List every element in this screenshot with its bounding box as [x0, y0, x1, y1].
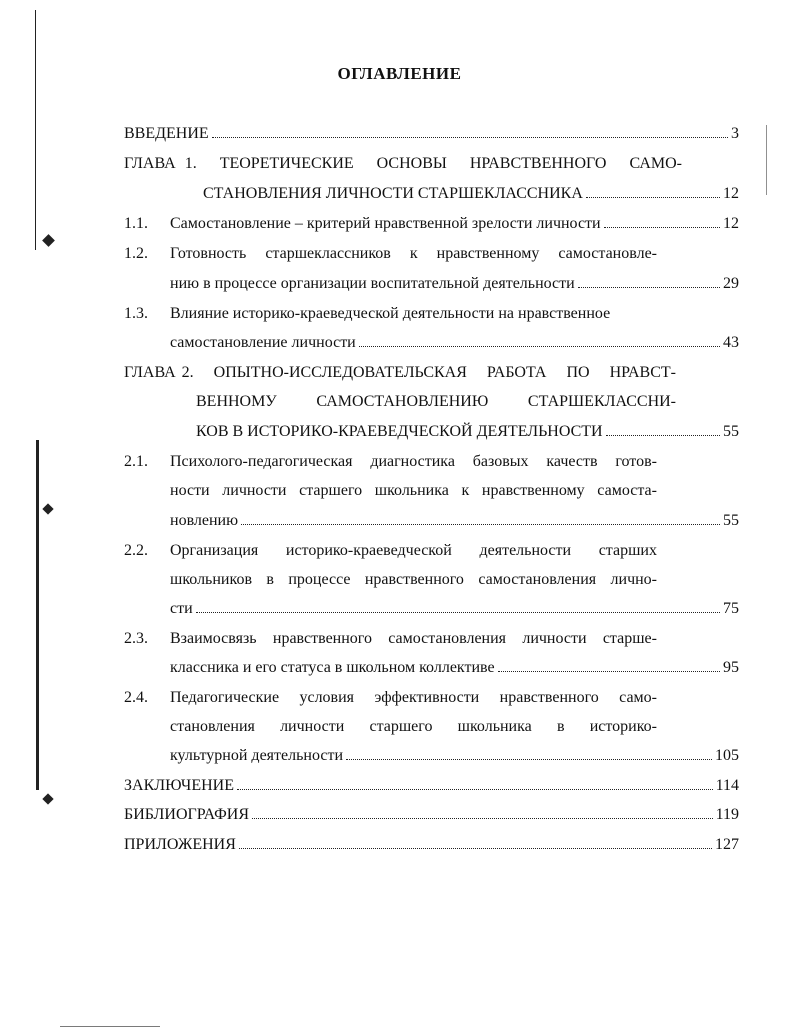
- toc-section-number: 2.1.: [124, 453, 148, 470]
- toc-label: БИБЛИОГРАФИЯ: [124, 806, 250, 823]
- toc-chapter-2-title: ГЛАВА 2. ОПЫТНО-ИССЛЕДОВАТЕЛЬСКАЯ РАБОТА ПО НРАВСТ-: [124, 364, 676, 381]
- toc-label: классника и его статуса в школьном коллективе: [170, 659, 495, 676]
- toc-label: самостановление личности: [170, 334, 356, 351]
- toc-label: Самостановление – критерий нравственной зрелости личности: [170, 215, 601, 232]
- toc-entry-2-1-line1: Психолого-педагогическая диагностика базовых качеств готов-: [170, 453, 657, 470]
- dot-leader: [578, 286, 720, 288]
- dot-leader: [239, 847, 712, 849]
- toc-entry-chapter-1: [203, 183, 739, 205]
- dot-leader: [359, 345, 720, 347]
- dot-leader: [212, 136, 728, 138]
- toc-entry-2-2-line1: Организация историко-краеведческой деятельности старших: [170, 542, 657, 559]
- toc-label: СТАНОВЛЕНИЯ ЛИЧНОСТИ СТАРШЕКЛАССНИКА: [203, 185, 583, 202]
- toc-entry-2-1-line2: ности личности старшего школьника к нравственному самоста-: [170, 482, 657, 499]
- toc-entry-1-3: [170, 332, 739, 354]
- toc-entry-2-3-line1: Взаимосвязь нравственного самостановления личности старше-: [170, 630, 657, 647]
- scan-bottom-line: [60, 1026, 160, 1027]
- toc-page-number: 119: [715, 806, 739, 823]
- toc-label: новлению: [170, 512, 239, 529]
- toc-page-number: 114: [715, 777, 739, 794]
- scan-mark: [42, 793, 53, 804]
- toc-entry-appendix: [124, 834, 739, 856]
- toc-entry-2-4-line1: Педагогические условия эффективности нравственного само-: [170, 689, 657, 706]
- toc-entry-2-3: [170, 657, 739, 679]
- toc-label: сти: [170, 600, 193, 617]
- toc-entry-1-1: [170, 213, 739, 235]
- toc-section-number: 2.2.: [124, 542, 148, 559]
- toc-label: ВВЕДЕНИЕ: [124, 125, 209, 142]
- scan-margin-line: [35, 10, 36, 250]
- dot-leader: [606, 434, 720, 436]
- scan-mark: [42, 503, 53, 514]
- toc-chapter-1-title: ГЛАВА 1. ТЕОРЕТИЧЕСКИЕ ОСНОВЫ НРАВСТВЕННОГО САМО-: [124, 155, 682, 172]
- dot-leader: [241, 523, 720, 525]
- toc-page-number: 55: [723, 423, 739, 440]
- toc-entry-bibliography: [124, 804, 739, 826]
- dot-leader: [604, 226, 720, 228]
- toc-section-number: 1.3.: [124, 305, 148, 322]
- toc-entry-2-1: [170, 510, 739, 532]
- toc-label: культурной деятельности: [170, 747, 344, 764]
- toc-page-number: 105: [715, 747, 739, 764]
- toc-section-number: 1.2.: [124, 245, 148, 262]
- toc-entry-2-2-line2: школьников в процессе нравственного самостановления лично-: [170, 571, 657, 588]
- dot-leader: [346, 758, 712, 760]
- toc-label: нию в процессе организации воспитательной деятельности: [170, 275, 575, 292]
- scan-margin-line: [766, 125, 767, 195]
- scan-margin-line: [36, 440, 39, 790]
- toc-entry-1-3-line1: Влияние историко-краеведческой деятельности на нравственное: [170, 305, 611, 322]
- toc-entry-1-2-line1: Готовность старшеклассников к нравственному самостановле-: [170, 245, 657, 262]
- dot-leader: [498, 670, 720, 672]
- toc-page-number: 95: [723, 659, 739, 676]
- toc-section-number: 2.4.: [124, 689, 148, 706]
- toc-entry-chapter-2: [196, 421, 739, 443]
- toc-entry-1-2: [170, 273, 739, 295]
- dot-leader: [586, 196, 720, 198]
- toc-page-number: 3: [731, 125, 739, 142]
- toc-label: КОВ В ИСТОРИКО-КРАЕВЕДЧЕСКОЙ ДЕЯТЕЛЬНОСТИ: [196, 423, 603, 440]
- scan-mark: [42, 234, 55, 247]
- toc-entry-conclusion: [124, 775, 739, 797]
- page-title: ОГЛАВЛЕНИЕ: [337, 64, 462, 83]
- toc-page-number: 55: [723, 512, 739, 529]
- toc-entry-2-4-line2: становления личности старшего школьника в историко-: [170, 718, 657, 735]
- toc-section-number: 1.1.: [124, 215, 148, 232]
- toc-label: ПРИЛОЖЕНИЯ: [124, 836, 236, 853]
- dot-leader: [237, 788, 713, 790]
- dot-leader: [252, 817, 713, 819]
- toc-page-number: 127: [715, 836, 739, 853]
- toc-section-number: 2.3.: [124, 630, 148, 647]
- toc-label: ЗАКЛЮЧЕНИЕ: [124, 777, 234, 794]
- toc-page-number: 12: [723, 215, 739, 232]
- toc-entry-intro: [124, 123, 739, 145]
- toc-entry-2-2: [170, 598, 739, 620]
- toc-page-number: 29: [723, 275, 739, 292]
- toc-entry-2-4: [170, 745, 739, 767]
- toc-chapter-2-title-line2: ВЕННОМУ САМОСТАНОВЛЕНИЮ СТАРШЕКЛАССНИ-: [196, 393, 676, 410]
- toc-page-number: 75: [723, 600, 739, 617]
- dot-leader: [196, 611, 720, 613]
- toc-page-number: 12: [723, 185, 739, 202]
- toc-page-number: 43: [723, 334, 739, 351]
